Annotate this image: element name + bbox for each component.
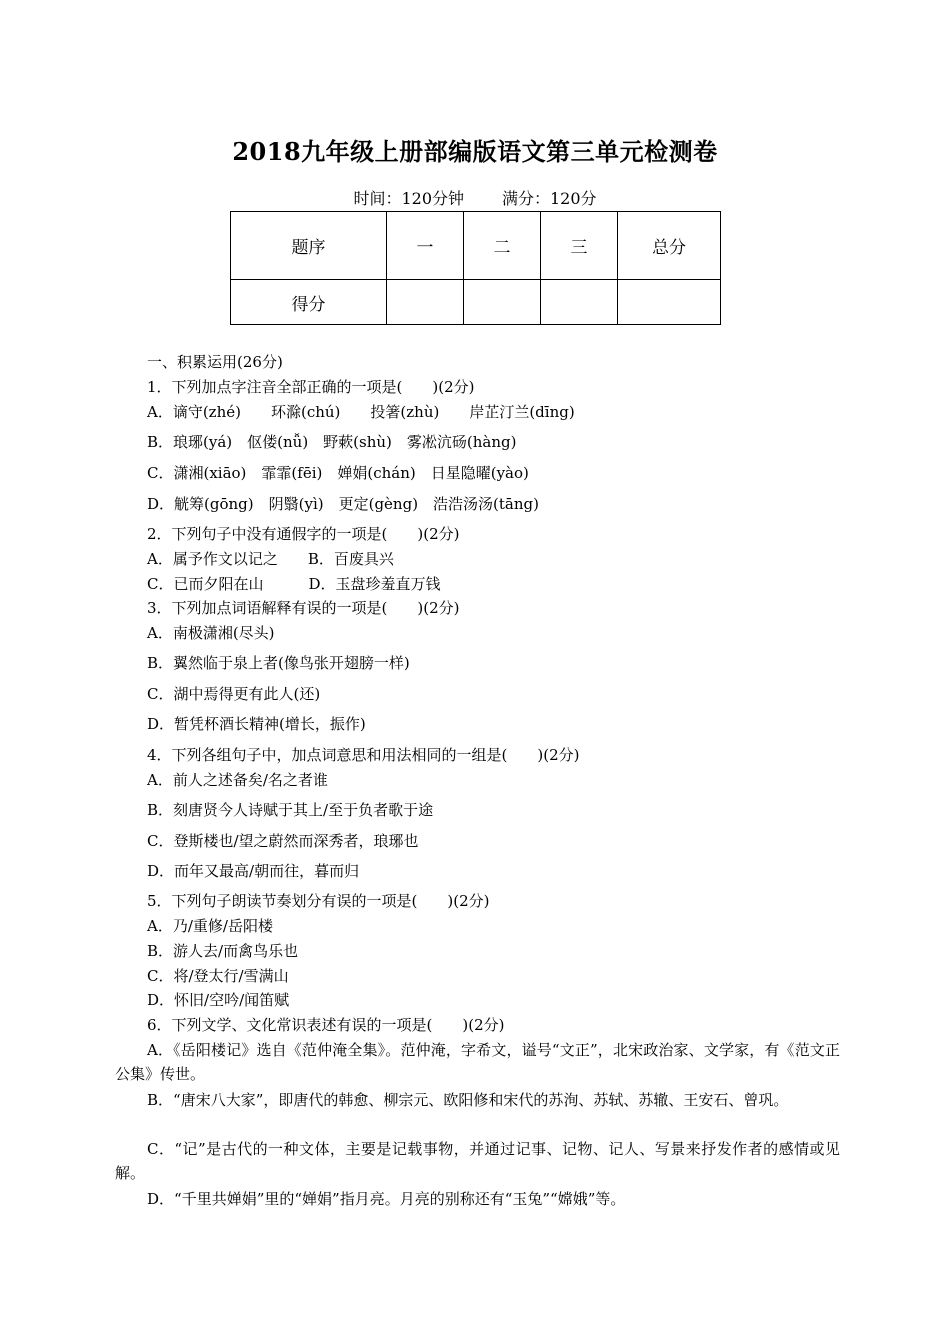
section-heading: 一、积累运用(26分) <box>147 353 283 371</box>
q2-options-ab: A．属予作文以记之 B．百废具兴 <box>147 550 394 568</box>
score-cell-1[interactable] <box>387 280 464 325</box>
q5-option-b: B．游人去/而禽鸟乐也 <box>147 942 299 960</box>
q6-option-a: A．《岳阳楼记》选自《范仲淹全集》。范仲淹，字希文，谥号“文正”，北宋政治家、文学家，有《范文正公集》传世。 <box>115 1041 840 1083</box>
q6-stem: 6．下列文学、文化常识表述有误的一项是( )(2分) <box>147 1016 505 1034</box>
header-question-order: 题序 <box>231 212 387 280</box>
q1-option-d: D．觥筹(gōng) 阴翳(yì) 更定(gèng) 浩浩汤汤(tāng) <box>147 495 539 513</box>
q4-option-d: D．而年又最高/朝而往，暮而归 <box>147 862 360 880</box>
q1-option-b: B．琅琊(yá) 伛偻(nǚ) 野蔌(shù) 雾凇沆砀(hàng) <box>147 433 517 451</box>
header-total: 总分 <box>618 212 721 280</box>
score-cell-2[interactable] <box>464 280 541 325</box>
score-table-header-row <box>231 212 721 280</box>
q2-stem: 2．下列句子中没有通假字的一项是( )(2分) <box>147 525 460 543</box>
q5-option-c: C．将/登太行/雪满山 <box>147 967 289 985</box>
score-row-label: 得分 <box>231 280 387 325</box>
q5-stem: 5．下列句子朗读节奏划分有误的一项是( )(2分) <box>147 892 490 910</box>
q4-option-c: C．登斯楼也/望之蔚然而深秀者，琅琊也 <box>147 832 419 850</box>
q4-option-b: B．刻唐贤今人诗赋于其上/至于负者歌于途 <box>147 801 434 819</box>
header-part-3: 三 <box>541 212 618 280</box>
q3-option-c: C．湖中焉得更有此人(还) <box>147 685 321 703</box>
q3-option-b: B．翼然临于泉上者(像鸟张开翅膀一样) <box>147 654 410 672</box>
exam-time: 时间：120分钟 <box>353 189 464 208</box>
q5-option-d: D．怀旧/空吟/闻笛赋 <box>147 991 290 1009</box>
exam-full-score: 满分：120分 <box>502 189 597 208</box>
score-table-score-row <box>231 280 721 325</box>
score-cell-total[interactable] <box>618 280 721 325</box>
q1-option-c: C．潇湘(xiāo) 霏霏(fēi) 婵娟(chán) 日星隐曜(yào) <box>147 464 529 482</box>
header-part-2: 二 <box>464 212 541 280</box>
q3-stem: 3．下列加点词语解释有误的一项是( )(2分) <box>147 599 460 617</box>
q4-option-a: A．前人之述备矣/名之者谁 <box>147 771 328 789</box>
exam-info <box>0 186 950 209</box>
header-part-1: 一 <box>387 212 464 280</box>
q1-option-a: A．谪守(zhé) 环滁(chú) 投箸(zhù) 岸芷汀兰(dīng) <box>147 403 575 421</box>
q6-option-b: B．“唐宋八大家”，即唐代的韩愈、柳宗元、欧阳修和宋代的苏洵、苏轼、苏辙、王安石、曾巩。 <box>147 1091 789 1109</box>
q2-options-cd: C．已而夕阳在山 D．玉盘珍羞直万钱 <box>147 575 441 593</box>
page-title: 2018九年级上册部编版语文第三单元检测卷 <box>232 137 718 166</box>
q3-option-d: D．暂凭杯酒长精神(增长，振作) <box>147 715 366 733</box>
q1-stem: 1．下列加点字注音全部正确的一项是( )(2分) <box>147 378 475 396</box>
score-cell-3[interactable] <box>541 280 618 325</box>
q6-option-c: C．“记”是古代的一种文体，主要是记载事物，并通过记事、记物、记人、写景来抒发作者的感情或见解。 <box>115 1140 840 1182</box>
q6-option-d: D．“千里共婵娟”里的“婵娟”指月亮。月亮的别称还有“玉兔”“嫦娥”等。 <box>147 1190 626 1208</box>
q4-stem: 4．下列各组句子中，加点词意思和用法相同的一组是( )(2分) <box>147 746 580 764</box>
score-table <box>230 211 721 325</box>
q5-option-a: A．乃/重修/岳阳楼 <box>147 917 273 935</box>
q3-option-a: A．南极潇湘(尽头) <box>147 624 275 642</box>
